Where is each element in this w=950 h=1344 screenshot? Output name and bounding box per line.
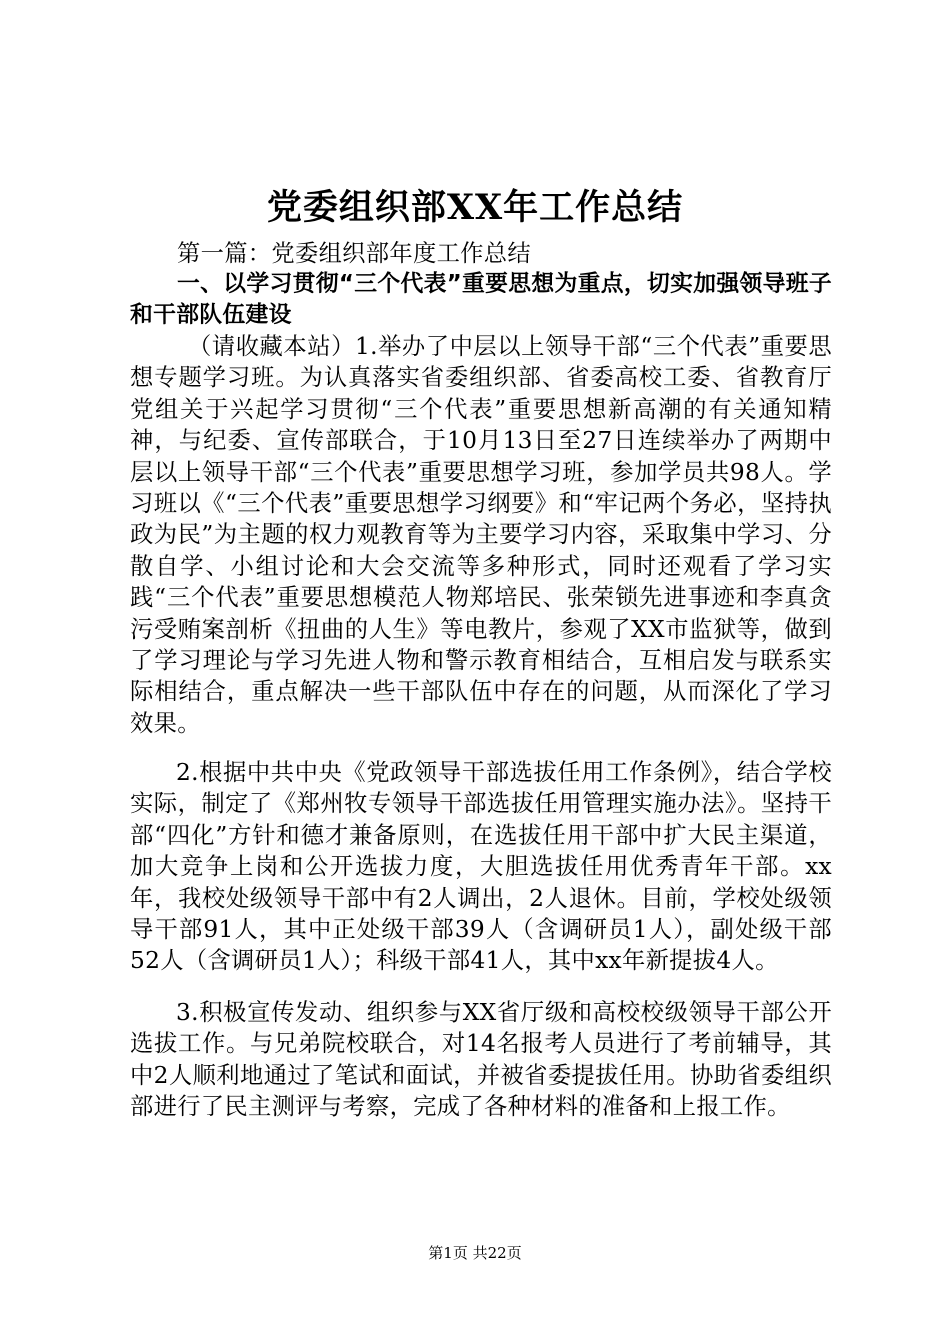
body-paragraph-2: 2.根据中共中央《党政领导干部选拔任用工作条例》，结合学校实际，制定了《郑州牧专领导干部选拔任用管理实施办法》。坚持干部“四化”方针和德才兼备原则，在选拔任用干部中扩大民主渠道，加大竞争上岗和公开选拔力度，大胆选拔任用优秀青年干部。xx年，我校处级领导干部中有2人调出，2人退休。目前，学校处级领导干部91人，其中正处级干部39人（含调研员1人），副处级干部52人（含调研员1人）；科级干部41人，其中xx年新提拔4人。 — [130, 759, 832, 975]
body-paragraph-1: （请收藏本站）1.举办了中层以上领导干部“三个代表”重要思想专题学习班。为认真落实省委组织部、省委高校工委、省教育厅党组关于兴起学习贯彻“三个代表”重要思想新高潮的有关通知精神，与纪委、宣传部联合，于10月13日至27日连续举办了两期中层以上领导干部“三个代表”重要思想学习班，参加学员共98人。学习班以《“三个代表”重要思想学习纲要》和“牢记两个务必，坚持执政为民”为主题的权力观教育等为主要学习内容，采取集中学习、分散自学、小组讨论和大会交流等多种形式，同时还观看了学习实践“三个代表”重要思想模范人物郑培民、张荣锁先进事迹和李真贪污受贿案剖析《扭曲的人生》等电教片，参观了XX市监狱等，做到了学习理论与学习先进人物和警示教育相结合，互相启发与联系实际相结合，重点解决一些干部队伍中存在的问题，从而深化了学习效果。 — [130, 333, 832, 737]
page-footer: 第1页 共22页 — [428, 1244, 522, 1262]
body-paragraph-3: 3.积极宣传发动、组织参与XX省厅级和高校校级领导干部公开选拔工作。与兄弟院校联合，对14名报考人员进行了考前辅导，其中2人顺利地通过了笔试和面试，并被省委提拔任用。协助省委组织部进行了民主测评与考察，完成了各种材料的准备和上报工作。 — [130, 999, 832, 1121]
section-heading: 一、以学习贯彻“三个代表”重要思想为重点，切实加强领导班子和干部队伍建设 — [130, 271, 832, 329]
document-subtitle: 第一篇：党委组织部年度工作总结 — [177, 240, 531, 267]
document-title: 党委组织部XX年工作总结 — [266, 187, 684, 228]
